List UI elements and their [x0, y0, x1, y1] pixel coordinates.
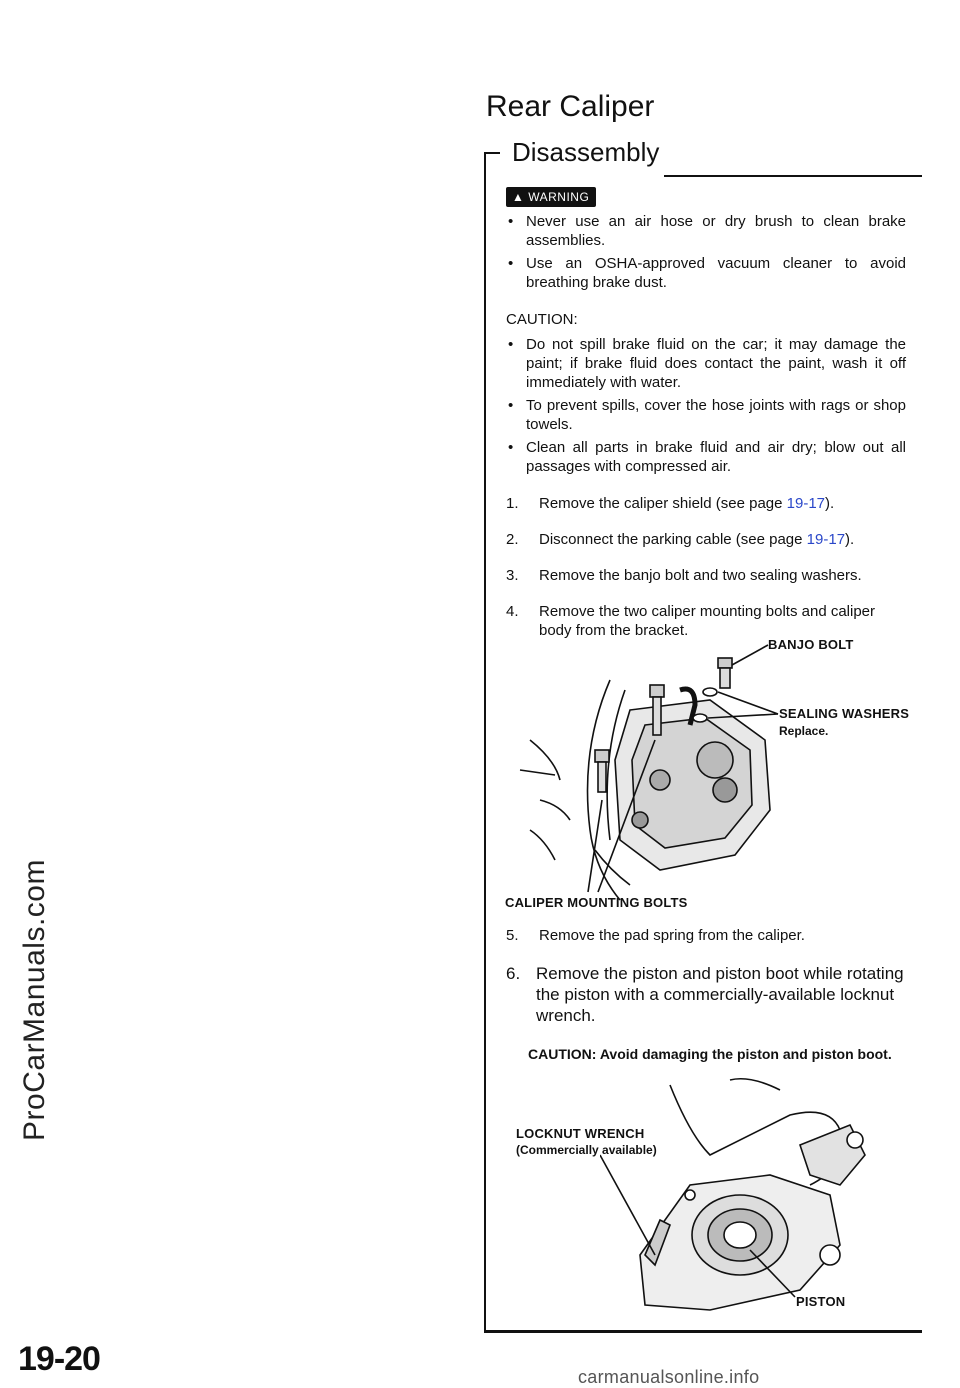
commercially-available-note: (Commercially available): [516, 1143, 657, 1157]
frame-top-left-rule: [484, 152, 500, 154]
step-number: 4.: [506, 603, 519, 620]
warning-badge: [506, 187, 596, 207]
warning-item: [506, 254, 906, 292]
warning-item-text: Never use an air hose or dry brush to clean brake assemblies.: [526, 213, 906, 249]
caliper-illustration: [500, 630, 930, 910]
locknut-wrench-illustration: [600, 1075, 890, 1325]
frame-bottom-rule: [484, 1330, 922, 1333]
step-number: 6.: [506, 964, 521, 983]
page-number: 19-20: [18, 1340, 100, 1378]
frame-left-rule: [484, 152, 486, 1332]
step-number: 1.: [506, 495, 519, 512]
step-item: [506, 963, 906, 1026]
step-text-after: ).: [825, 495, 835, 512]
caution-item-text: Clean all parts in brake fluid and air dry; blow out all passages with compressed air.: [526, 439, 906, 475]
warning-badge-label: WARNING: [528, 190, 590, 204]
step-text: Remove the banjo bolt and two sealing washers.: [539, 567, 862, 584]
bullet-icon: •: [508, 439, 514, 456]
step-item: [506, 566, 906, 585]
caution-item: [506, 335, 906, 392]
section-subtitle: Disassembly: [512, 137, 660, 167]
steps-block-2: [506, 926, 906, 1043]
step-text: Disconnect the parking cable (see page: [539, 531, 807, 548]
warning-item-text: Use an OSHA-approved vacuum cleaner to avoid breathing brake dust.: [526, 255, 906, 291]
caution-item: [506, 396, 906, 434]
step-text: Remove the piston and piston boot while rotating the piston with a commercially-available locknut wrench.: [536, 964, 904, 1025]
caution-item-text: To prevent spills, cover the hose joints with rags or shop towels.: [526, 397, 906, 433]
page-link[interactable]: 19-17: [786, 495, 826, 512]
side-watermark: ProCarManuals.com: [18, 859, 51, 1141]
caliper-mounting-bolts-label: CALIPER MOUNTING BOLTS: [505, 895, 688, 910]
page-link[interactable]: 19-17: [806, 531, 846, 548]
step-text: Remove the caliper shield (see page: [539, 495, 787, 512]
piston-label: PISTON: [796, 1294, 846, 1309]
locknut-wrench-label: LOCKNUT WRENCH: [516, 1126, 645, 1141]
bullet-icon: •: [508, 255, 514, 272]
replace-note: Replace.: [779, 724, 829, 738]
step-item: [506, 926, 906, 945]
caution-note-text: Avoid damaging the piston and piston boot.: [599, 1046, 892, 1062]
bullet-icon: •: [508, 336, 514, 353]
bullet-icon: •: [508, 397, 514, 414]
step-text-after: ).: [845, 531, 855, 548]
step-item: [506, 530, 906, 549]
step-number: 2.: [506, 531, 519, 548]
page-title: Rear Caliper: [486, 90, 655, 123]
caution-item: [506, 438, 906, 476]
footer-watermark: carmanualsonline.info: [578, 1367, 760, 1387]
warning-triangle-icon: ▲: [512, 190, 525, 204]
sealing-washers-label: SEALING WASHERS: [779, 706, 910, 721]
step-item: [506, 494, 906, 513]
bullet-icon: •: [508, 213, 514, 230]
step-text: Remove the two caliper mounting bolts and caliper body from the bracket.: [539, 603, 876, 639]
step-number: 3.: [506, 567, 519, 584]
banjo-bolt-label: BANJO BOLT: [768, 637, 854, 652]
step-number: 5.: [506, 927, 519, 944]
caution-note-label: CAUTION:: [528, 1046, 597, 1062]
caution-note: [528, 1042, 908, 1066]
caution-item-text: Do not spill brake fluid on the car; it may damage the paint; if brake fluid does contact the paint, wash it off immediately with water.: [526, 336, 906, 391]
instructions-block: [506, 212, 906, 657]
warning-item: [506, 212, 906, 250]
step-text: Remove the pad spring from the caliper.: [539, 927, 805, 944]
frame-top-right-rule: [664, 175, 922, 177]
caution-heading: CAUTION:: [506, 311, 578, 328]
